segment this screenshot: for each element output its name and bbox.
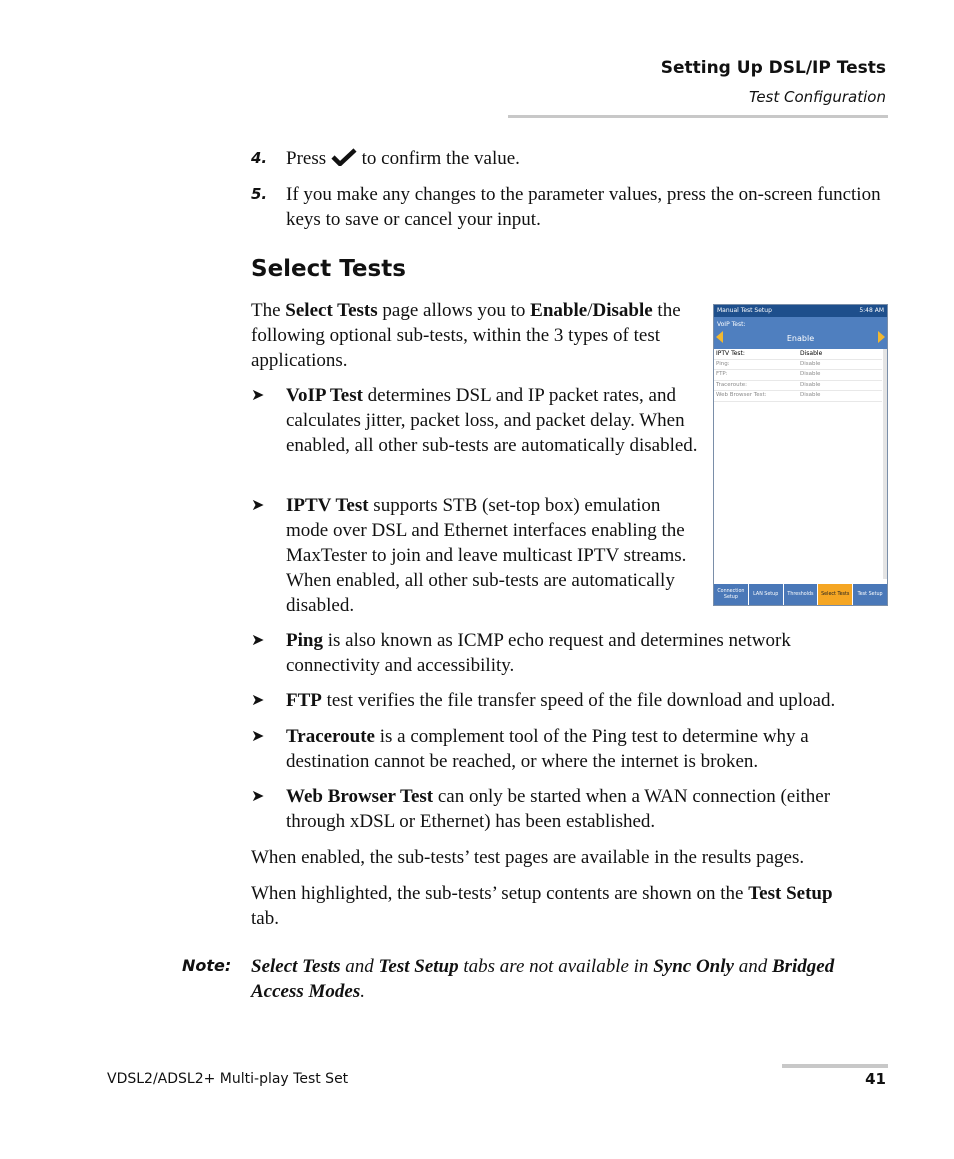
setup-paragraph: When highlighted, the sub-tests’ setup contents are shown on the Test Setup tab. bbox=[251, 883, 833, 929]
arrowhead-bullet-icon: ➤ bbox=[251, 788, 265, 805]
tab-connection-setup[interactable]: Connection Setup bbox=[714, 584, 748, 605]
running-header-subtitle: Test Configuration bbox=[749, 88, 886, 106]
list-item[interactable]: Traceroute: Disable bbox=[714, 381, 882, 392]
arrowhead-bullet-icon: ➤ bbox=[251, 632, 265, 649]
tab-test-setup[interactable]: Test Setup bbox=[853, 584, 887, 605]
subtest-list bbox=[714, 349, 882, 402]
page-number: 41 bbox=[865, 1070, 886, 1088]
screenshot-titlebar bbox=[714, 305, 887, 317]
running-header-title: Setting Up DSL/IP Tests bbox=[660, 58, 886, 78]
step-number: 4. bbox=[251, 149, 268, 167]
step-number: 5. bbox=[251, 185, 268, 203]
note-text: Select Tests and Test Setup tabs are not available in Sync Only and Bridged Access Modes. bbox=[251, 956, 835, 1002]
step-text: If you make any changes to the parameter values, press the on-screen function keys to save or cancel your input. bbox=[286, 184, 881, 230]
footer-rule bbox=[782, 1064, 888, 1068]
selected-parameter-panel bbox=[714, 317, 887, 349]
tab-lan-setup[interactable]: LAN Setup bbox=[749, 584, 783, 605]
list-item[interactable]: Web Browser Test: Disable bbox=[714, 391, 882, 402]
checkmark-icon bbox=[331, 148, 357, 166]
right-arrow-icon[interactable] bbox=[878, 331, 885, 343]
list-item[interactable]: Ping: Disable bbox=[714, 360, 882, 371]
parameter-label: VoIP Test: bbox=[717, 321, 746, 328]
intro-paragraph: The Select Tests page allows you to Enable/Disable the following optional sub-tests, within the 3 types of test applications. bbox=[251, 300, 681, 371]
step-text: Press to confirm the value. bbox=[286, 148, 520, 169]
arrowhead-bullet-icon: ➤ bbox=[251, 692, 265, 709]
section-heading: Select Tests bbox=[251, 256, 406, 282]
footer-product: VDSL2/ADSL2+ Multi-play Test Set bbox=[107, 1071, 349, 1087]
arrowhead-bullet-icon: ➤ bbox=[251, 387, 265, 404]
screenshot-title: Manual Test Setup bbox=[717, 307, 772, 314]
function-tabs bbox=[714, 584, 887, 605]
header-rule bbox=[508, 115, 888, 118]
parameter-value: Enable bbox=[786, 334, 815, 343]
tab-thresholds[interactable]: Thresholds bbox=[784, 584, 818, 605]
list-item[interactable]: FTP: Disable bbox=[714, 370, 882, 381]
select-tests-screenshot bbox=[713, 304, 888, 606]
screenshot-clock: 5:48 AM bbox=[859, 307, 884, 314]
tab-select-tests[interactable]: Select Tests bbox=[818, 584, 852, 605]
note-label: Note: bbox=[182, 956, 232, 975]
scrollbar[interactable] bbox=[883, 349, 887, 579]
arrowhead-bullet-icon: ➤ bbox=[251, 728, 265, 745]
arrowhead-bullet-icon: ➤ bbox=[251, 497, 265, 514]
list-item[interactable]: IPTV Test: Disable bbox=[714, 349, 882, 360]
results-paragraph: When enabled, the sub-tests’ test pages are available in the results pages. bbox=[251, 847, 805, 868]
